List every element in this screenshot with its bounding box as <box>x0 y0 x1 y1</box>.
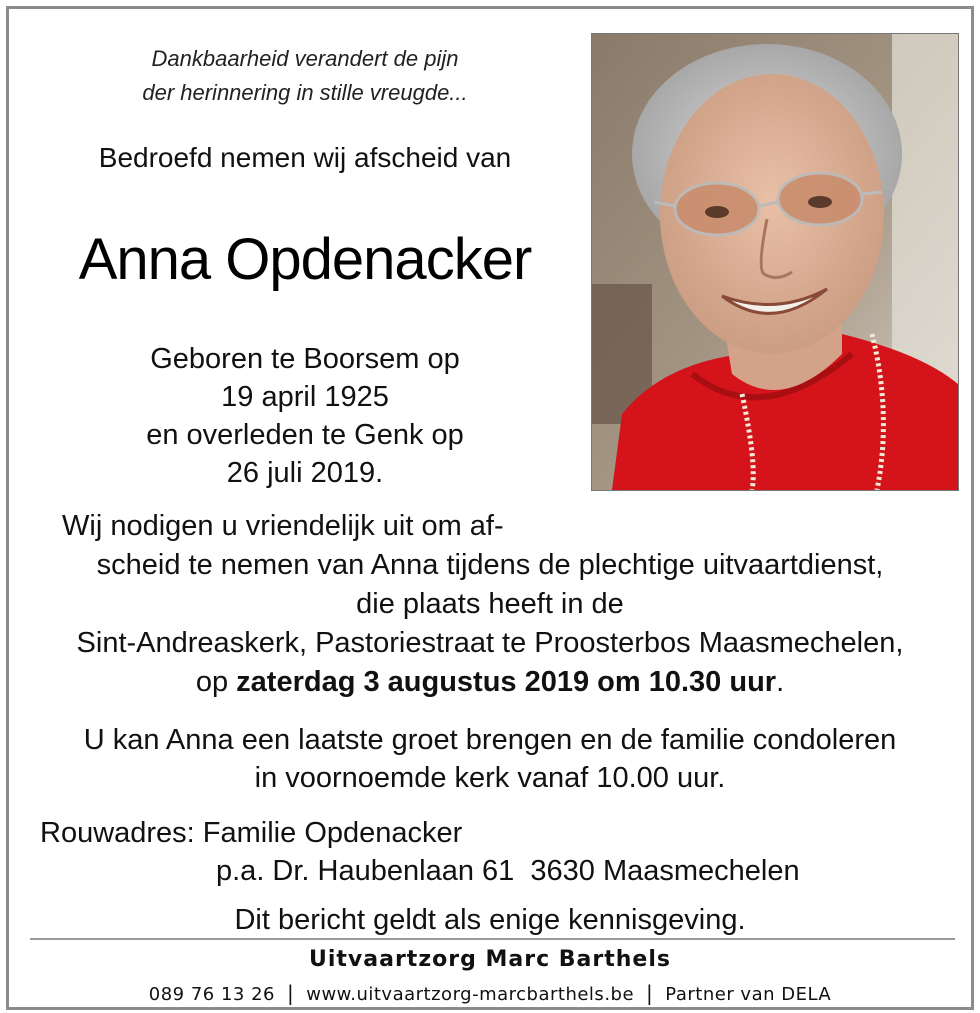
website-link[interactable]: www.uitvaartzorg-marcbarthels.be <box>306 984 635 1005</box>
invitation-line-2: scheid te nemen van Anna tijdens de plechtige uitvaartdienst, <box>96 549 884 581</box>
deceased-name: Anna Opdenacker <box>78 227 532 292</box>
service-datetime <box>20 663 960 701</box>
birth-date: 19 april 1925 <box>221 381 389 413</box>
phone-number: 089 76 13 26 <box>148 984 275 1005</box>
quote-line-2: der herinnering in stille vreugde... <box>142 80 468 105</box>
contact-line <box>20 981 960 1005</box>
birth-line: Geboren te Boorsem op <box>150 343 460 375</box>
portrait-illustration <box>592 34 958 490</box>
death-line: en overleden te Genk op <box>146 419 464 451</box>
partner-text: Partner van DELA <box>665 984 832 1005</box>
company-name: Uitvaartzorg Marc Barthels <box>309 947 671 972</box>
separator: | <box>286 981 295 1005</box>
invitation-line-4: Sint-Andreaskerk, Pastoriestraat te Proosterbos Maasmechelen, <box>76 627 904 659</box>
quote-line-1: Dankbaarheid verandert de pijn <box>151 46 459 71</box>
service-suffix: . <box>776 666 785 698</box>
service-prefix: op <box>195 666 237 698</box>
portrait-photo <box>591 33 959 491</box>
condolence-line-2: in voornoemde kerk vanaf 10.00 uur. <box>254 762 726 794</box>
invitation-line-3: die plaats heeft in de <box>356 588 624 620</box>
intro-text: Bedroefd nemen wij afscheid van <box>98 142 512 173</box>
service-date-bold: zaterdag 3 augustus 2019 om 10.30 uur <box>236 666 777 698</box>
condolence-line-1: U kan Anna een laatste groet brengen en de familie condoleren <box>83 724 897 756</box>
death-date: 26 juli 2019. <box>226 457 384 489</box>
invitation-line-1: Wij nodigen u vriendelijk uit om af- <box>62 510 504 542</box>
mourning-address-street: p.a. Dr. Haubenlaan 61 3630 Maasmechelen <box>216 855 800 887</box>
footer-divider <box>30 938 955 940</box>
mourning-address-label: Rouwadres: Familie Opdenacker <box>40 817 463 849</box>
notice-text: Dit bericht geldt als enige kennisgeving. <box>234 904 746 936</box>
separator: | <box>646 981 654 1005</box>
